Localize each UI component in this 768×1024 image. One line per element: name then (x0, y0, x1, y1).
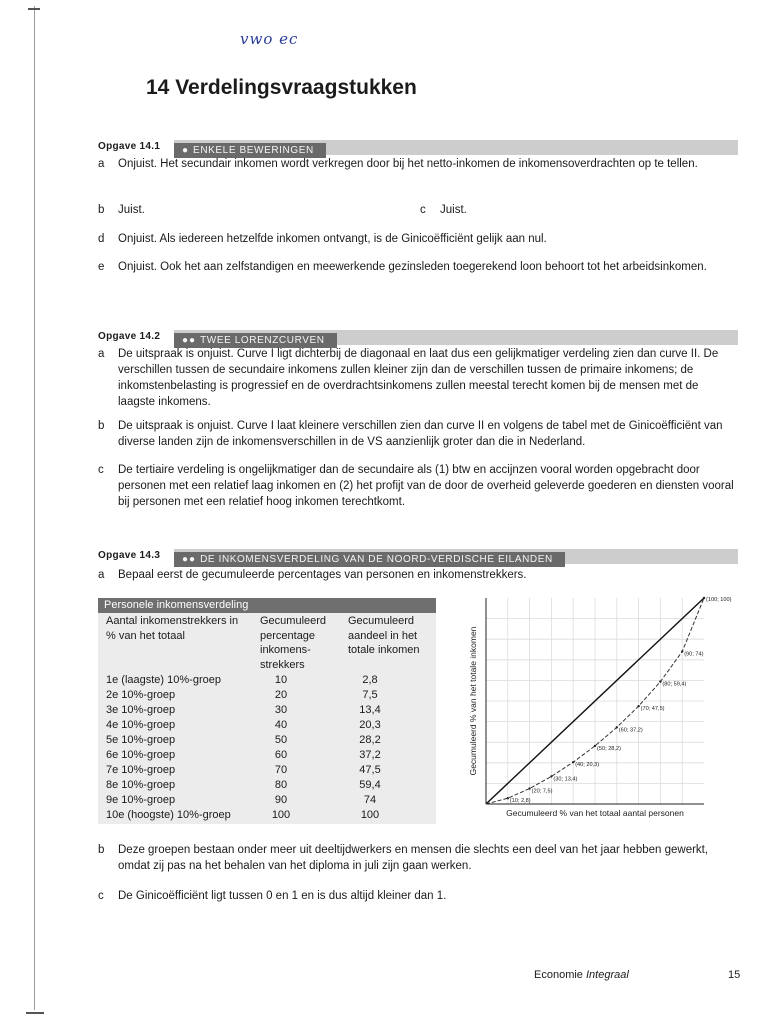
table-row: 1e (laagste) 10%-groep 10 2,8 (106, 674, 378, 686)
data-point (616, 726, 618, 728)
answer-14-3-c: c De Ginicoëfficiënt ligt tussen 0 en 1 en is dus altijd kleiner dan 1. (98, 890, 447, 902)
section-label: Opgave 14.2 (98, 331, 161, 342)
footer-brand: Economie Integraal (534, 969, 629, 981)
income-distribution-table (98, 598, 436, 824)
section-header-14-3 (98, 549, 738, 565)
answer-14-3-a: a Bepaal eerst de gecumuleerde percentages van personen en inkomenstrekkers. (98, 569, 527, 581)
section-title-bar (174, 330, 738, 345)
table-row: 10e (hoogste) 10%-groep 100 100 (106, 809, 380, 821)
data-point (637, 705, 639, 707)
margin-tick-bottom (26, 1012, 44, 1014)
data-point (507, 797, 509, 799)
table-row: 9e 10%-groep 90 74 (106, 794, 377, 806)
answer-14-1-b: b Juist. (98, 204, 145, 216)
point-label: (20; 7,5) (531, 788, 553, 795)
y-axis-label: Gecumuleerd % van het totale inkomen (468, 626, 478, 776)
answer-14-2-a: a De uitspraak is onjuist. Curve I ligt dichterbij de diagonaal en laat dus een gelijkmatiger verdeling zien dan curve II. De verschillen tussen de secundaire inkomens zullen kleiner zijn dan de verschillen tussen de primaire inkomens; de inkomstenbelasting is progressief en de overdrachtsinkomens zullen meestal terecht komen bij de mensen met de laagste inkomens. (98, 348, 719, 408)
table-row: 6e 10%-groep 60 37,2 (106, 749, 381, 761)
lorenz-curve-chart (462, 590, 768, 826)
difficulty-dots: ●● (182, 335, 197, 346)
table-row: 3e 10%-groep 30 13,4 (106, 704, 381, 716)
table-row: 5e 10%-groep 50 28,2 (106, 734, 381, 746)
column-header-income-share: Gecumuleerd aandeel in het totale inkomen (348, 615, 420, 656)
point-label: (10; 2,8) (509, 798, 531, 805)
data-point (550, 775, 552, 777)
section-title-bar (174, 140, 738, 155)
section-title-bar (174, 549, 738, 564)
column-header-percentage: Gecumuleerd percentage inkomens- strekkers (260, 615, 327, 671)
answer-14-2-c: c De tertiaire verdeling is ongelijkmatiger dan de secundaire als (1) btw en accijnzen vooral worden opgebracht door personen met een relatief laag inkomen en (2) het profijt van de door de overheid geleverde goederen en diensten vooral bij personen met een relatief hoog inkomen terechtkomt. (98, 464, 734, 508)
answer-14-1-d: d Onjuist. Als iedereen hetzelfde inkomen ontvangt, is de Ginicoëfficiënt gelijk aan nul. (98, 233, 547, 245)
section-title: DE INKOMENSVERDELING VAN DE NOORD-VERDISCHE EILANDEN (200, 554, 553, 565)
section-label: Opgave 14.3 (98, 550, 161, 561)
point-label: (50; 28,2) (597, 745, 621, 752)
answer-14-1-e: e Onjuist. Ook het aan zelfstandigen en meewerkende gezinsleden toegerekend loon behoort tot het arbeidsinkomen. (98, 261, 707, 273)
table-title: Personele inkomensverdeling (98, 598, 436, 613)
section-header-14-2 (98, 330, 738, 346)
data-point (594, 745, 596, 747)
column-header-group: Aantal inkomenstrekkers in % van het totaal (106, 615, 239, 642)
point-label: (40; 20,3) (575, 762, 600, 769)
section-label: Opgave 14.1 (98, 141, 161, 152)
data-point (681, 650, 683, 652)
table-row: 7e 10%-groep 70 47,5 (106, 764, 381, 776)
answer-14-1-a: a Onjuist. Het secundair inkomen wordt verkregen door bij het netto-inkomen de inkomensoverdrachten op te tellen. (98, 158, 698, 170)
chapter-title: 14 Verdelingsvraagstukken (146, 76, 417, 99)
section-title: TWEE LORENZCURVEN (200, 335, 325, 346)
margin-tick-top (28, 8, 40, 10)
point-label: (70; 47,5) (640, 706, 665, 713)
data-point (659, 680, 661, 682)
difficulty-dots: ●● (182, 554, 197, 565)
data-point (528, 787, 530, 789)
answer-14-3-b: b Deze groepen bestaan onder meer uit deeltijdwerkers en mensen die slechts een deel van het jaar hebben gewerkt, omdat zij pas na het behalen van het diploma in juli zijn gaan werken. (98, 844, 709, 872)
table-row: 2e 10%-groep 20 7,5 (106, 689, 378, 701)
answer-14-1-c: c Juist. (420, 204, 467, 216)
point-label: (30; 13,4) (553, 776, 578, 783)
table-body (98, 613, 436, 824)
data-point (703, 597, 705, 599)
table-row: 8e 10%-groep 80 59,4 (106, 779, 381, 791)
point-label: (60; 37,2) (618, 727, 643, 734)
x-axis-label: Gecumuleerd % van het totaal aantal personen (506, 808, 684, 818)
difficulty-dots: ● (182, 145, 190, 156)
point-label: (90; 74) (684, 651, 704, 658)
data-point (572, 761, 574, 763)
page-margin-line (34, 6, 35, 1010)
handwritten-note: vwo ec (240, 30, 299, 48)
answer-14-2-b: b De uitspraak is onjuist. Curve I laat kleinere verschillen zien dan curve II en volgens de tabel met de Ginicoëfficiënt van diverse landen zijn de inkomensverschillen in de VS aanzienlijk groter dan die in Nederland. (98, 420, 723, 448)
page-number: 15 (728, 969, 741, 981)
section-title: ENKELE BEWERINGEN (193, 145, 314, 156)
point-label: (100; 100) (706, 597, 732, 603)
point-label: (80; 59,4) (662, 681, 687, 688)
table-row: 4e 10%-groep 40 20,3 (106, 719, 381, 731)
section-header-14-1 (98, 140, 738, 156)
